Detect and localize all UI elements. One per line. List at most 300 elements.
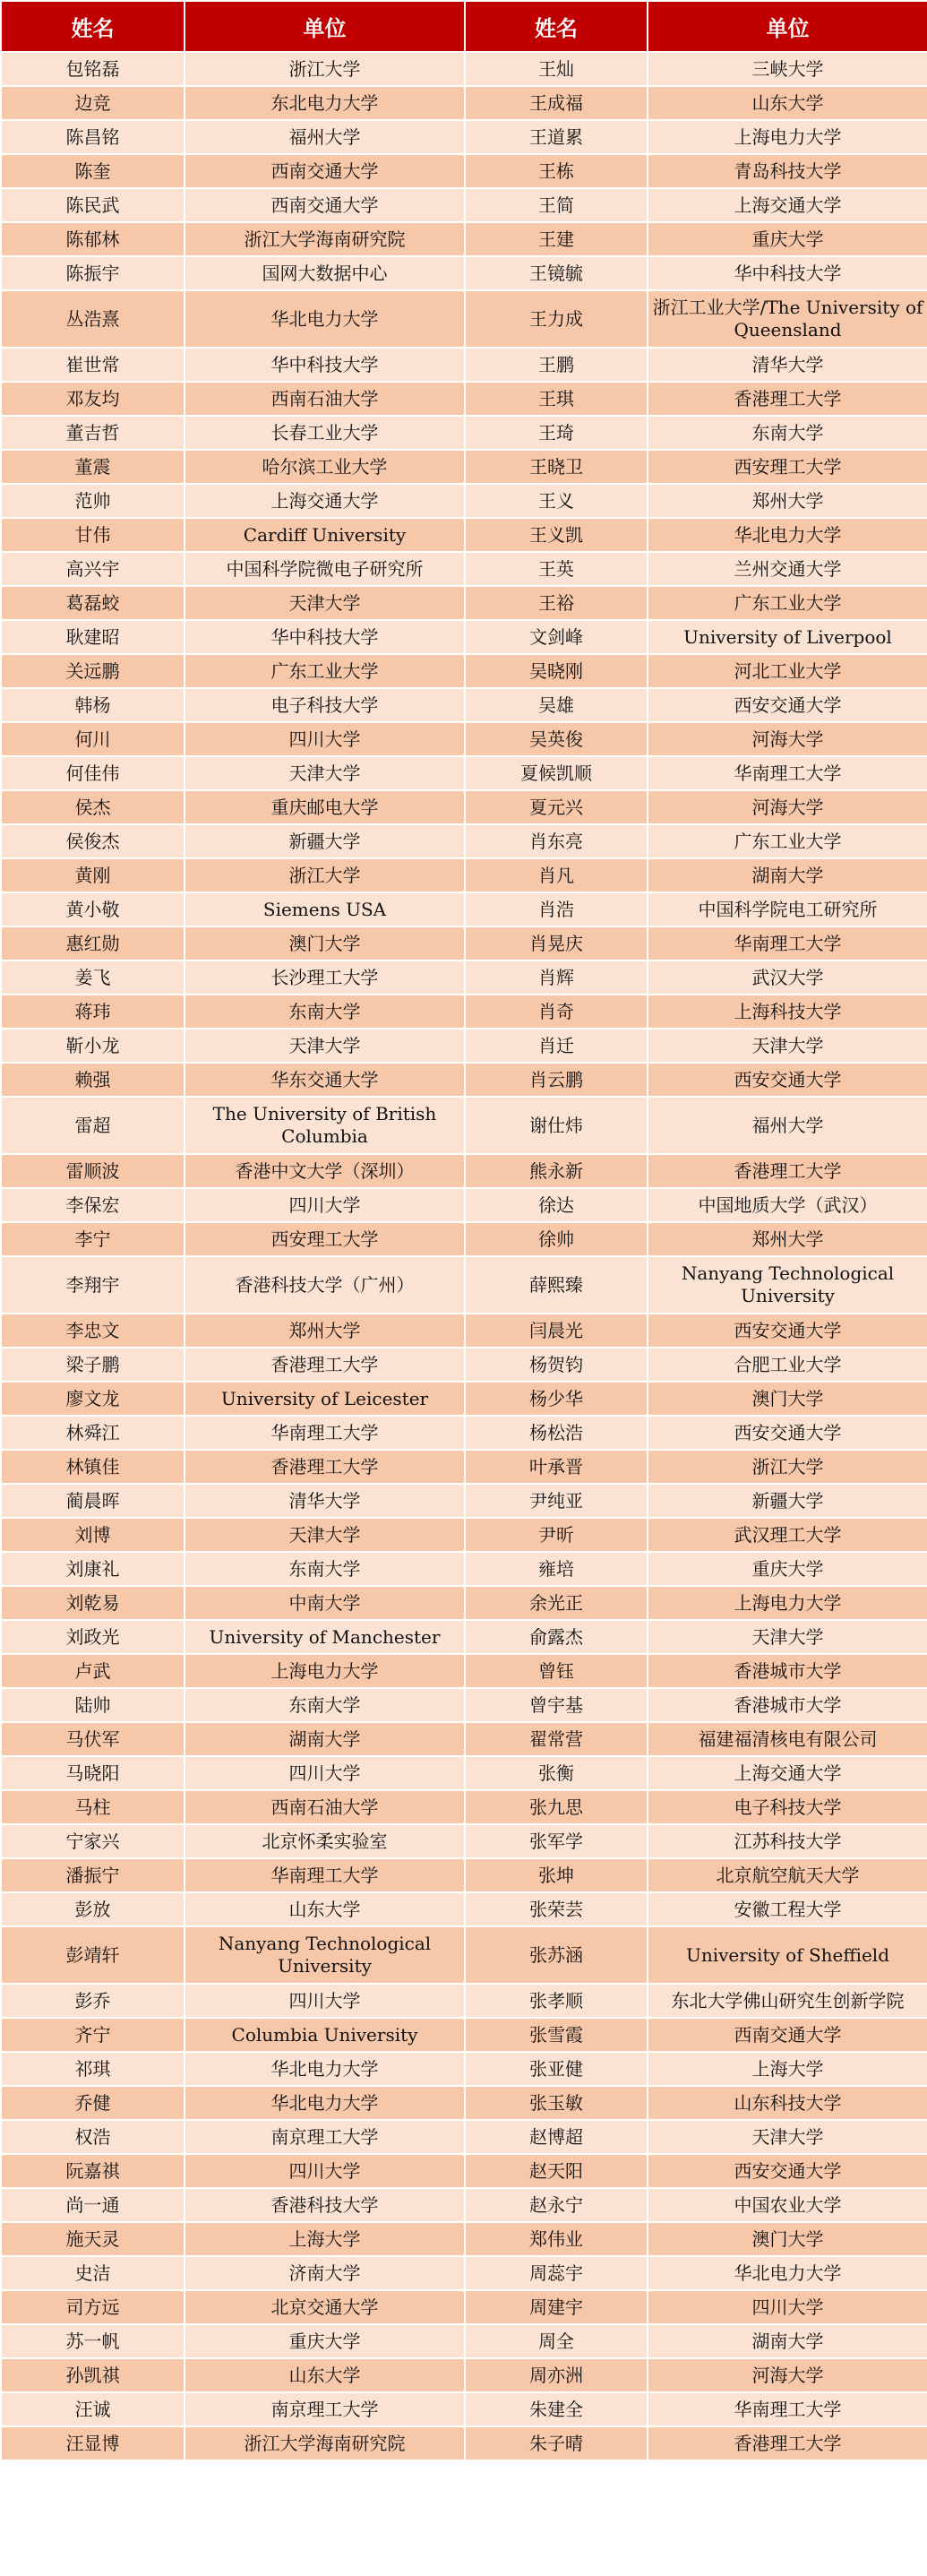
cell-name-left: 梁子鹏 xyxy=(1,1348,185,1382)
cell-unit-right: 香港城市大学 xyxy=(648,1654,927,1688)
cell-name-right: 张亚健 xyxy=(465,2052,648,2086)
table-row xyxy=(1,2290,927,2324)
cell-name-left: 卢武 xyxy=(1,1654,185,1688)
cell-unit-left: 电子科技大学 xyxy=(185,688,465,722)
table-row xyxy=(1,1824,927,1858)
table-row xyxy=(1,188,927,222)
cell-unit-left: 香港理工大学 xyxy=(185,1450,465,1484)
cell-unit-right: 西安理工大学 xyxy=(648,450,927,484)
cell-unit-right: 香港理工大学 xyxy=(648,2426,927,2460)
cell-unit-right: 天津大学 xyxy=(648,1620,927,1654)
cell-unit-right: 兰州交通大学 xyxy=(648,552,927,586)
table-row xyxy=(1,1688,927,1722)
table-row xyxy=(1,1416,927,1450)
cell-name-left: 包铭磊 xyxy=(1,52,185,86)
cell-name-left: 苏一帆 xyxy=(1,2324,185,2358)
cell-unit-left: 西安理工大学 xyxy=(185,1222,465,1256)
cell-name-right: 肖东亮 xyxy=(465,824,648,858)
cell-unit-left: 华南理工大学 xyxy=(185,1858,465,1892)
cell-name-left: 陈郁林 xyxy=(1,222,185,256)
cell-unit-right: 河海大学 xyxy=(648,2358,927,2392)
cell-name-right: 张孝顺 xyxy=(465,1984,648,2018)
cell-unit-right: 清华大学 xyxy=(648,348,927,382)
cell-unit-right: 华北电力大学 xyxy=(648,2256,927,2290)
cell-unit-right: 华南理工大学 xyxy=(648,2392,927,2426)
cell-unit-left: 香港科技大学 xyxy=(185,2188,465,2222)
cell-name-right: 薛熙臻 xyxy=(465,1256,648,1314)
table-row xyxy=(1,1722,927,1756)
cell-unit-left: Siemens USA xyxy=(185,892,465,926)
cell-name-left: 边竞 xyxy=(1,86,185,120)
cell-unit-right: 澳门大学 xyxy=(648,1382,927,1416)
cell-unit-right: 西安交通大学 xyxy=(648,1063,927,1097)
cell-name-left: 姜飞 xyxy=(1,961,185,995)
roster-body xyxy=(1,52,927,2460)
table-row xyxy=(1,1029,927,1063)
cell-name-right: 曾宇基 xyxy=(465,1688,648,1722)
cell-unit-left: 四川大学 xyxy=(185,1756,465,1790)
table-row xyxy=(1,1484,927,1518)
table-row xyxy=(1,858,927,892)
table-row xyxy=(1,154,927,188)
cell-name-left: 甘伟 xyxy=(1,518,185,552)
table-row xyxy=(1,256,927,290)
cell-unit-right: 中国农业大学 xyxy=(648,2188,927,2222)
cell-name-left: 蔺晨晖 xyxy=(1,1484,185,1518)
cell-name-right: 张苏涵 xyxy=(465,1926,648,1984)
cell-name-right: 杨松浩 xyxy=(465,1416,648,1450)
cell-unit-right: 香港理工大学 xyxy=(648,1154,927,1188)
cell-name-left: 尚一通 xyxy=(1,2188,185,2222)
cell-unit-right: 四川大学 xyxy=(648,2290,927,2324)
cell-unit-left: 澳门大学 xyxy=(185,926,465,961)
cell-unit-right: 东北大学佛山研究生创新学院 xyxy=(648,1984,927,2018)
cell-unit-left: 天津大学 xyxy=(185,1029,465,1063)
cell-unit-left: University of Leicester xyxy=(185,1382,465,1416)
cell-unit-left: 华北电力大学 xyxy=(185,2052,465,2086)
cell-name-left: 蒋玮 xyxy=(1,995,185,1029)
cell-unit-right: 湖南大学 xyxy=(648,2324,927,2358)
cell-name-left: 祁琪 xyxy=(1,2052,185,2086)
cell-name-right: 王灿 xyxy=(465,52,648,86)
cell-name-right: 王建 xyxy=(465,222,648,256)
cell-unit-left: 上海大学 xyxy=(185,2222,465,2256)
cell-name-right: 王鹏 xyxy=(465,348,648,382)
cell-unit-right: 华南理工大学 xyxy=(648,926,927,961)
cell-unit-right: University of Sheffield xyxy=(648,1926,927,1984)
cell-name-right: 王道累 xyxy=(465,120,648,154)
cell-name-left: 司方远 xyxy=(1,2290,185,2324)
table-row xyxy=(1,1586,927,1620)
cell-name-left: 马伏军 xyxy=(1,1722,185,1756)
cell-unit-right: 西安交通大学 xyxy=(648,688,927,722)
cell-unit-right: 电子科技大学 xyxy=(648,1790,927,1824)
cell-unit-left: 广东工业大学 xyxy=(185,654,465,688)
table-row xyxy=(1,52,927,86)
cell-name-left: 李宁 xyxy=(1,1222,185,1256)
cell-name-right: 谢仕炜 xyxy=(465,1097,648,1154)
table-row xyxy=(1,1518,927,1552)
cell-name-right: 徐达 xyxy=(465,1188,648,1222)
cell-unit-left: 东南大学 xyxy=(185,995,465,1029)
cell-unit-right: 武汉大学 xyxy=(648,961,927,995)
table-row xyxy=(1,2256,927,2290)
table-row xyxy=(1,961,927,995)
cell-unit-left: 清华大学 xyxy=(185,1484,465,1518)
cell-name-left: 阮嘉祺 xyxy=(1,2154,185,2188)
cell-name-right: 王琪 xyxy=(465,382,648,416)
cell-name-right: 肖辉 xyxy=(465,961,648,995)
cell-name-right: 王简 xyxy=(465,188,648,222)
table-row xyxy=(1,926,927,961)
cell-name-right: 赵博超 xyxy=(465,2120,648,2154)
cell-unit-right: 北京航空航天大学 xyxy=(648,1858,927,1892)
cell-unit-left: 湖南大学 xyxy=(185,1722,465,1756)
cell-unit-left: 福州大学 xyxy=(185,120,465,154)
cell-unit-left: 长沙理工大学 xyxy=(185,961,465,995)
header-unit-left: 单位 xyxy=(185,1,465,52)
cell-unit-right: 上海交通大学 xyxy=(648,188,927,222)
cell-unit-left: 西南石油大学 xyxy=(185,1790,465,1824)
cell-name-left: 权浩 xyxy=(1,2120,185,2154)
cell-unit-right: 福州大学 xyxy=(648,1097,927,1154)
cell-unit-left: 四川大学 xyxy=(185,722,465,756)
cell-unit-left: 重庆邮电大学 xyxy=(185,790,465,824)
cell-unit-left: 长春工业大学 xyxy=(185,416,465,450)
cell-unit-right: 上海电力大学 xyxy=(648,1586,927,1620)
table-row xyxy=(1,824,927,858)
cell-name-right: 雍培 xyxy=(465,1552,648,1586)
table-row xyxy=(1,2222,927,2256)
cell-name-right: 王琦 xyxy=(465,416,648,450)
table-row xyxy=(1,1256,927,1314)
cell-name-left: 刘博 xyxy=(1,1518,185,1552)
table-row xyxy=(1,1756,927,1790)
cell-unit-left: 上海电力大学 xyxy=(185,1654,465,1688)
cell-name-right: 张军学 xyxy=(465,1824,648,1858)
cell-name-left: 黄刚 xyxy=(1,858,185,892)
cell-name-left: 赖强 xyxy=(1,1063,185,1097)
cell-unit-right: 广东工业大学 xyxy=(648,824,927,858)
cell-unit-left: 哈尔滨工业大学 xyxy=(185,450,465,484)
table-row xyxy=(1,654,927,688)
cell-unit-left: 重庆大学 xyxy=(185,2324,465,2358)
cell-unit-right: 湖南大学 xyxy=(648,858,927,892)
cell-unit-right: 浙江工业大学/The University of Queensland xyxy=(648,290,927,348)
cell-name-left: 陈昌铭 xyxy=(1,120,185,154)
table-row xyxy=(1,1552,927,1586)
cell-unit-left: 香港科技大学（广州） xyxy=(185,1256,465,1314)
cell-name-left: 耿建昭 xyxy=(1,620,185,654)
cell-unit-left: 华北电力大学 xyxy=(185,290,465,348)
cell-unit-left: 华东交通大学 xyxy=(185,1063,465,1097)
table-row xyxy=(1,120,927,154)
cell-name-right: 俞露杰 xyxy=(465,1620,648,1654)
cell-name-left: 崔世常 xyxy=(1,348,185,382)
table-row xyxy=(1,1620,927,1654)
cell-name-right: 徐帅 xyxy=(465,1222,648,1256)
table-row xyxy=(1,484,927,518)
cell-name-left: 雷超 xyxy=(1,1097,185,1154)
cell-name-right: 周蕊宇 xyxy=(465,2256,648,2290)
cell-unit-right: 香港城市大学 xyxy=(648,1688,927,1722)
cell-unit-left: 国网大数据中心 xyxy=(185,256,465,290)
cell-unit-right: 天津大学 xyxy=(648,2120,927,2154)
cell-name-right: 熊永新 xyxy=(465,1154,648,1188)
table-row xyxy=(1,620,927,654)
cell-unit-left: 新疆大学 xyxy=(185,824,465,858)
cell-unit-right: Nanyang Technological University xyxy=(648,1256,927,1314)
cell-name-right: 肖迁 xyxy=(465,1029,648,1063)
cell-name-right: 翟常营 xyxy=(465,1722,648,1756)
cell-name-left: 马晓阳 xyxy=(1,1756,185,1790)
table-row xyxy=(1,1063,927,1097)
cell-name-right: 王英 xyxy=(465,552,648,586)
table-row xyxy=(1,518,927,552)
table-row xyxy=(1,1154,927,1188)
cell-name-left: 彭乔 xyxy=(1,1984,185,2018)
cell-unit-right: 华中科技大学 xyxy=(648,256,927,290)
cell-name-right: 肖凡 xyxy=(465,858,648,892)
cell-unit-left: 中国科学院微电子研究所 xyxy=(185,552,465,586)
table-row xyxy=(1,2358,927,2392)
cell-unit-left: 天津大学 xyxy=(185,1518,465,1552)
cell-name-right: 朱子晴 xyxy=(465,2426,648,2460)
table-row xyxy=(1,1654,927,1688)
cell-name-right: 王镜毓 xyxy=(465,256,648,290)
cell-name-left: 侯俊杰 xyxy=(1,824,185,858)
table-row xyxy=(1,1222,927,1256)
cell-name-left: 宁家兴 xyxy=(1,1824,185,1858)
cell-unit-left: 四川大学 xyxy=(185,1188,465,1222)
cell-name-right: 文剑峰 xyxy=(465,620,648,654)
table-row xyxy=(1,688,927,722)
cell-unit-right: 上海电力大学 xyxy=(648,120,927,154)
cell-unit-right: 广东工业大学 xyxy=(648,586,927,620)
cell-name-right: 张九思 xyxy=(465,1790,648,1824)
cell-name-left: 董吉哲 xyxy=(1,416,185,450)
cell-name-right: 夏候凯顺 xyxy=(465,756,648,790)
cell-name-right: 周全 xyxy=(465,2324,648,2358)
header-name-right: 姓名 xyxy=(465,1,648,52)
cell-name-left: 马柱 xyxy=(1,1790,185,1824)
header-name-left: 姓名 xyxy=(1,1,185,52)
cell-name-right: 朱建全 xyxy=(465,2392,648,2426)
cell-name-right: 赵永宁 xyxy=(465,2188,648,2222)
cell-unit-right: 天津大学 xyxy=(648,1029,927,1063)
table-row xyxy=(1,382,927,416)
cell-unit-right: 山东大学 xyxy=(648,86,927,120)
cell-unit-right: 中国地质大学（武汉） xyxy=(648,1188,927,1222)
cell-unit-right: 河海大学 xyxy=(648,790,927,824)
cell-unit-right: 浙江大学 xyxy=(648,1450,927,1484)
cell-name-left: 彭放 xyxy=(1,1892,185,1926)
table-row xyxy=(1,2154,927,2188)
table-row xyxy=(1,416,927,450)
cell-unit-left: 山东大学 xyxy=(185,1892,465,1926)
cell-name-right: 王裕 xyxy=(465,586,648,620)
cell-name-right: 郑伟业 xyxy=(465,2222,648,2256)
cell-name-right: 杨贺钧 xyxy=(465,1348,648,1382)
cell-name-left: 陈奎 xyxy=(1,154,185,188)
cell-name-right: 张雪霞 xyxy=(465,2018,648,2052)
table-row xyxy=(1,1188,927,1222)
table-row xyxy=(1,1858,927,1892)
table-row xyxy=(1,290,927,348)
cell-unit-left: 四川大学 xyxy=(185,1984,465,2018)
table-row xyxy=(1,2120,927,2154)
cell-unit-right: 重庆大学 xyxy=(648,222,927,256)
cell-name-right: 王成福 xyxy=(465,86,648,120)
table-row xyxy=(1,2324,927,2358)
cell-unit-right: 郑州大学 xyxy=(648,1222,927,1256)
cell-unit-left: 东北电力大学 xyxy=(185,86,465,120)
cell-unit-right: 华北电力大学 xyxy=(648,518,927,552)
cell-name-right: 夏元兴 xyxy=(465,790,648,824)
cell-name-right: 张玉敏 xyxy=(465,2086,648,2120)
cell-name-left: 丛浩熹 xyxy=(1,290,185,348)
cell-name-left: 韩杨 xyxy=(1,688,185,722)
cell-unit-right: 上海科技大学 xyxy=(648,995,927,1029)
cell-name-right: 曾钰 xyxy=(465,1654,648,1688)
cell-name-left: 刘政光 xyxy=(1,1620,185,1654)
table-row xyxy=(1,552,927,586)
cell-name-left: 范帅 xyxy=(1,484,185,518)
cell-unit-left: Cardiff University xyxy=(185,518,465,552)
cell-name-left: 彭靖轩 xyxy=(1,1926,185,1984)
table-row xyxy=(1,86,927,120)
cell-unit-left: 香港理工大学 xyxy=(185,1348,465,1382)
cell-name-right: 王栋 xyxy=(465,154,648,188)
cell-name-right: 王力成 xyxy=(465,290,648,348)
cell-unit-right: 西安交通大学 xyxy=(648,1314,927,1348)
cell-name-left: 董震 xyxy=(1,450,185,484)
cell-unit-right: 河北工业大学 xyxy=(648,654,927,688)
cell-unit-right: 重庆大学 xyxy=(648,1552,927,1586)
header-unit-right: 单位 xyxy=(648,1,927,52)
cell-unit-right: 江苏科技大学 xyxy=(648,1824,927,1858)
cell-unit-left: 浙江大学 xyxy=(185,52,465,86)
cell-unit-right: 西南交通大学 xyxy=(648,2018,927,2052)
cell-name-right: 尹纯亚 xyxy=(465,1484,648,1518)
table-row xyxy=(1,1790,927,1824)
cell-name-right: 张坤 xyxy=(465,1858,648,1892)
cell-unit-right: 上海交通大学 xyxy=(648,1756,927,1790)
cell-unit-left: Columbia University xyxy=(185,2018,465,2052)
cell-name-right: 吴晓刚 xyxy=(465,654,648,688)
cell-name-right: 肖晃庆 xyxy=(465,926,648,961)
table-row xyxy=(1,1097,927,1154)
cell-unit-right: 澳门大学 xyxy=(648,2222,927,2256)
cell-name-right: 张衡 xyxy=(465,1756,648,1790)
cell-name-left: 乔健 xyxy=(1,2086,185,2120)
table-row xyxy=(1,2426,927,2460)
cell-unit-right: 安徽工程大学 xyxy=(648,1892,927,1926)
cell-unit-right: 华南理工大学 xyxy=(648,756,927,790)
cell-name-left: 汪显博 xyxy=(1,2426,185,2460)
cell-name-left: 何佳伟 xyxy=(1,756,185,790)
cell-unit-right: 东南大学 xyxy=(648,416,927,450)
cell-unit-right: 郑州大学 xyxy=(648,484,927,518)
cell-unit-left: The University of British Columbia xyxy=(185,1097,465,1154)
cell-unit-left: 天津大学 xyxy=(185,756,465,790)
table-row xyxy=(1,756,927,790)
cell-name-left: 潘振宁 xyxy=(1,1858,185,1892)
cell-unit-left: 香港中文大学（深圳） xyxy=(185,1154,465,1188)
cell-name-left: 齐宁 xyxy=(1,2018,185,2052)
cell-unit-left: 浙江大学海南研究院 xyxy=(185,2426,465,2460)
cell-unit-left: 西南交通大学 xyxy=(185,154,465,188)
cell-unit-right: 武汉理工大学 xyxy=(648,1518,927,1552)
cell-name-left: 陆帅 xyxy=(1,1688,185,1722)
cell-unit-left: 天津大学 xyxy=(185,586,465,620)
cell-name-right: 肖云鹏 xyxy=(465,1063,648,1097)
cell-name-left: 刘乾易 xyxy=(1,1586,185,1620)
table-row xyxy=(1,1892,927,1926)
cell-unit-left: 北京怀柔实验室 xyxy=(185,1824,465,1858)
cell-name-left: 侯杰 xyxy=(1,790,185,824)
table-row xyxy=(1,892,927,926)
cell-unit-left: 郑州大学 xyxy=(185,1314,465,1348)
cell-name-left: 林舜江 xyxy=(1,1416,185,1450)
cell-unit-left: 山东大学 xyxy=(185,2358,465,2392)
table-row xyxy=(1,2052,927,2086)
header-row xyxy=(1,1,927,52)
table-row xyxy=(1,1348,927,1382)
cell-name-right: 张荣芸 xyxy=(465,1892,648,1926)
table-row xyxy=(1,995,927,1029)
cell-name-left: 廖文龙 xyxy=(1,1382,185,1416)
cell-unit-left: 中南大学 xyxy=(185,1586,465,1620)
cell-name-left: 关远鹏 xyxy=(1,654,185,688)
cell-unit-left: 北京交通大学 xyxy=(185,2290,465,2324)
cell-unit-left: 华中科技大学 xyxy=(185,348,465,382)
cell-unit-left: 上海交通大学 xyxy=(185,484,465,518)
cell-name-left: 李忠文 xyxy=(1,1314,185,1348)
cell-name-left: 李翔宇 xyxy=(1,1256,185,1314)
table-row xyxy=(1,1382,927,1416)
cell-name-right: 吴雄 xyxy=(465,688,648,722)
table-row xyxy=(1,222,927,256)
cell-unit-left: 华中科技大学 xyxy=(185,620,465,654)
cell-unit-left: 南京理工大学 xyxy=(185,2392,465,2426)
cell-name-left: 陈振宇 xyxy=(1,256,185,290)
cell-unit-right: 中国科学院电工研究所 xyxy=(648,892,927,926)
cell-name-right: 肖浩 xyxy=(465,892,648,926)
table-row xyxy=(1,450,927,484)
cell-name-right: 尹昕 xyxy=(465,1518,648,1552)
cell-unit-left: University of Manchester xyxy=(185,1620,465,1654)
cell-unit-left: 南京理工大学 xyxy=(185,2120,465,2154)
cell-name-left: 史洁 xyxy=(1,2256,185,2290)
cell-unit-left: Nanyang Technological University xyxy=(185,1926,465,1984)
cell-name-right: 周亦洲 xyxy=(465,2358,648,2392)
cell-name-right: 闫晨光 xyxy=(465,1314,648,1348)
cell-name-left: 雷顺波 xyxy=(1,1154,185,1188)
cell-unit-left: 西南交通大学 xyxy=(185,188,465,222)
cell-name-left: 葛磊蛟 xyxy=(1,586,185,620)
cell-name-left: 施天灵 xyxy=(1,2222,185,2256)
cell-name-right: 王义 xyxy=(465,484,648,518)
cell-name-left: 何川 xyxy=(1,722,185,756)
cell-name-right: 肖奇 xyxy=(465,995,648,1029)
cell-unit-right: 福建福清核电有限公司 xyxy=(648,1722,927,1756)
cell-name-right: 吴英俊 xyxy=(465,722,648,756)
cell-name-right: 余光正 xyxy=(465,1586,648,1620)
cell-unit-right: 三峡大学 xyxy=(648,52,927,86)
cell-unit-left: 华北电力大学 xyxy=(185,2086,465,2120)
cell-unit-right: 青岛科技大学 xyxy=(648,154,927,188)
